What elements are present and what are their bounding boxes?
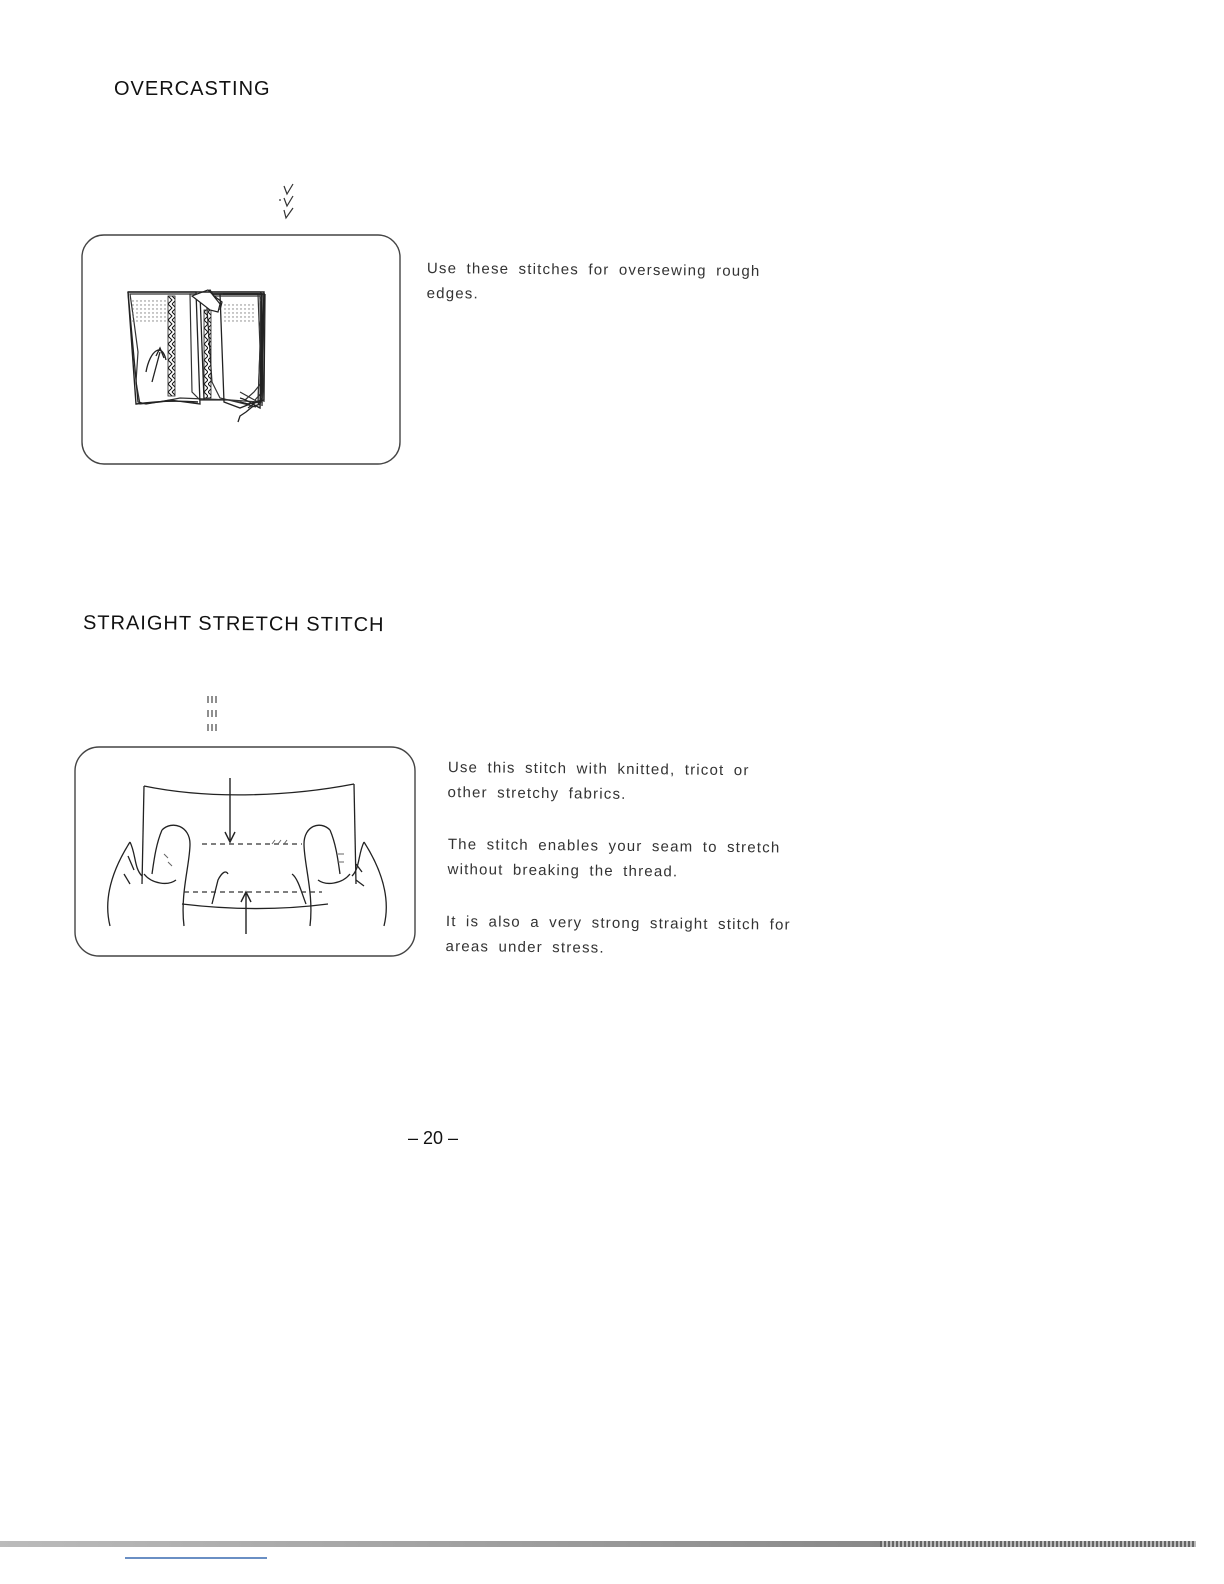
overcasting-heading: OVERCASTING [114, 78, 271, 100]
overcasting-description: Use these stitches for oversewing rough edges. [426, 259, 761, 303]
figure-frame [75, 747, 415, 956]
bottom-left-mark [125, 1557, 267, 1559]
straight-stretch-heading: STRAIGHT STRETCH STITCH [82, 612, 385, 637]
page-number: – 20 – [408, 1128, 459, 1148]
stretch-description-3: It is also a very strong straight stitch for areas under stress. [445, 912, 791, 957]
figure-frame [82, 235, 400, 464]
stretch-stitch-illustration [72, 744, 420, 962]
stretch-description-2: The stitch enables your seam to stretch without breaking the thread. [447, 835, 781, 881]
overcast-stitch-symbol-icon [278, 182, 298, 222]
overcasting-illustration [80, 232, 404, 468]
bottom-rule-hatch [880, 1541, 1196, 1547]
straight-stretch-symbol-icon [204, 692, 220, 738]
stretch-description-1: Use this stitch with knitted, tricot or other stretchy fabrics. [447, 758, 750, 803]
